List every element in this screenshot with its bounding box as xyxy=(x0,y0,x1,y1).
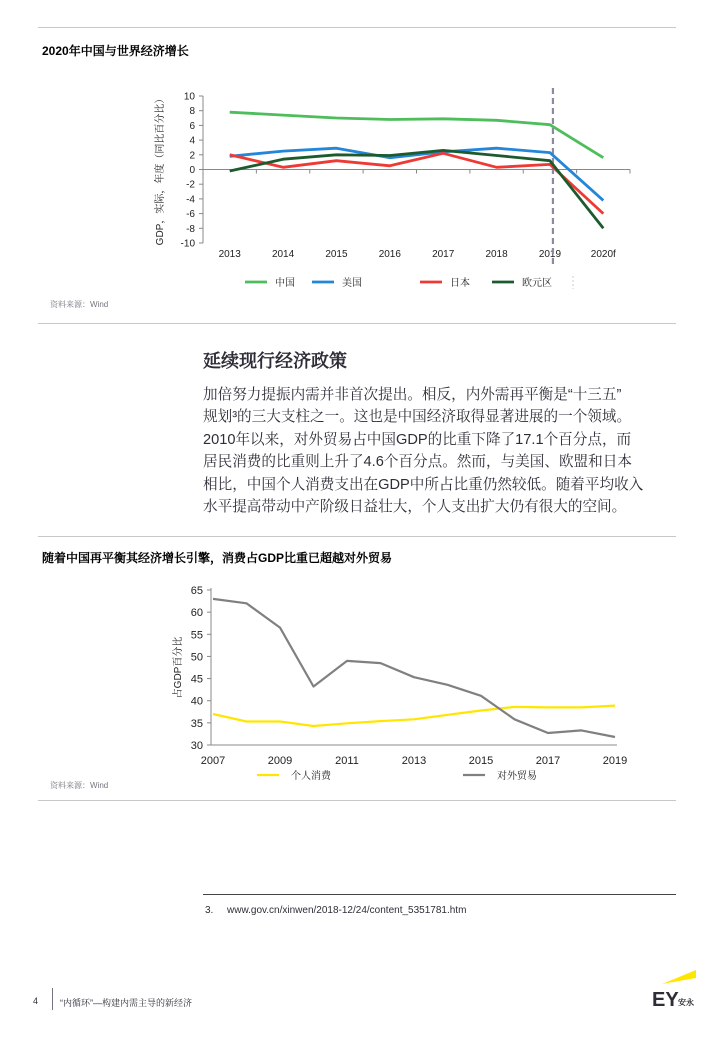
y-tick-label: -6 xyxy=(186,209,195,221)
series-line-对外贸易 xyxy=(213,599,615,737)
y-tick-label: 35 xyxy=(190,717,203,730)
x-tick-label: 2011 xyxy=(335,755,359,767)
y-tick-label: -8 xyxy=(186,223,195,235)
x-tick-label: 2015 xyxy=(325,249,348,260)
series-line-美国 xyxy=(230,148,604,200)
x-tick-label: 2018 xyxy=(485,249,508,260)
body-line: 水平提高带动中产阶级日益壮大，个人支出扩大仍有很大的空间。 xyxy=(203,499,627,516)
y-tick-label: 0 xyxy=(189,165,195,176)
series-line-欧元区 xyxy=(230,150,604,228)
x-tick-label: 2019 xyxy=(538,249,562,260)
chart1-bottom-rule xyxy=(38,323,676,324)
ey-logo xyxy=(648,968,696,1010)
footnote-url[interactable]: www.gov.cn/xinwen/2018-12/24/content_5351781.htm xyxy=(227,905,467,916)
chart2-source: 资料来源：Wind xyxy=(50,781,109,790)
y-axis-label: GDP，实际，年度（同比百分比） xyxy=(155,93,166,246)
ey-logo-sub: 安永 xyxy=(678,998,694,1007)
y-tick-label: 8 xyxy=(189,106,195,118)
x-tick-label: 2009 xyxy=(267,755,293,767)
x-tick-label: 2017 xyxy=(535,755,561,767)
body-line: 加倍努力提振内需并非首次提出。相反，内外需再平衡是“十三五” xyxy=(203,387,622,403)
y-tick-label: -4 xyxy=(186,194,195,206)
y-tick-label: 2 xyxy=(189,150,195,162)
y-tick-label: -2 xyxy=(186,179,195,191)
footer-doc-title: “内循环”—构建内需主导的新经济 xyxy=(60,998,192,1008)
x-tick-label: 2007 xyxy=(200,755,226,767)
ey-logo-beam xyxy=(662,970,696,984)
legend-label: 中国 xyxy=(275,278,295,289)
y-tick-label: 40 xyxy=(190,695,203,708)
body-paragraph xyxy=(203,384,683,518)
footnote-number: 3. xyxy=(205,905,214,916)
series-line-个人消费 xyxy=(213,706,615,726)
y-tick-label: 10 xyxy=(183,91,195,103)
chart1-source: 资料来源：Wind xyxy=(50,300,109,309)
legend-label: 日本 xyxy=(450,278,470,289)
chart2-top-rule xyxy=(38,536,676,537)
chart1-title: 2020年中国与世界经济增长 xyxy=(42,44,189,58)
x-tick-label: 2014 xyxy=(271,249,295,260)
legend-label: 对外贸易 xyxy=(497,771,537,782)
body-line: 居民消费的比重则上升了4.6个百分点。然而，与美国、欧盟和日本 xyxy=(203,454,632,471)
y-tick-label: 50 xyxy=(190,651,203,664)
x-tick-label: 2016 xyxy=(378,249,401,260)
x-tick-label: 2017 xyxy=(432,249,455,260)
legend-label: 欧元区 xyxy=(522,278,552,289)
body-line: 相比，中国个人消费支出在GDP中所占比重仍然较低。随着平均收入 xyxy=(203,476,644,493)
ey-logo-text: EY xyxy=(652,989,679,1010)
x-tick-label: 2015 xyxy=(468,755,494,767)
footer-divider xyxy=(52,988,53,1010)
y-tick-label: 45 xyxy=(190,673,203,686)
x-tick-label: 2013 xyxy=(218,249,241,260)
chart2-title: 随着中国再平衡其经济增长引擎，消费占GDP比重已超越对外贸易 xyxy=(42,551,393,565)
y-tick-label: 30 xyxy=(190,740,203,752)
y-tick-label: 4 xyxy=(189,135,195,147)
chart1-gdp-growth xyxy=(0,0,719,320)
body-line: 规划³的三大支柱之一。这也是中国经济取得显著进展的一个领域。 xyxy=(203,409,632,426)
y-tick-label: 55 xyxy=(190,629,203,642)
chart2-bottom-rule xyxy=(38,800,676,801)
page-number: 4 xyxy=(33,996,39,1006)
y-tick-label: 6 xyxy=(189,120,195,132)
y-tick-label: -10 xyxy=(180,238,195,250)
body-line: 2010年以来，对外贸易占中国GDP的比重下降了17.1个百分点，而 xyxy=(203,431,632,448)
legend-label: 美国 xyxy=(342,278,362,289)
legend-label: 个人消费 xyxy=(291,771,331,782)
y-tick-label: 65 xyxy=(190,585,203,597)
x-tick-label: 2013 xyxy=(401,755,427,767)
section-heading: 延续现行经济政策 xyxy=(203,351,347,371)
x-tick-label: 2020f xyxy=(590,249,616,260)
y-axis-label: 占GDP百分比 xyxy=(173,636,184,699)
series-line-日本 xyxy=(230,153,604,213)
footnote-rule xyxy=(203,894,676,895)
y-tick-label: 60 xyxy=(190,607,203,620)
x-tick-label: 2019 xyxy=(602,755,628,767)
footnote xyxy=(205,905,466,916)
